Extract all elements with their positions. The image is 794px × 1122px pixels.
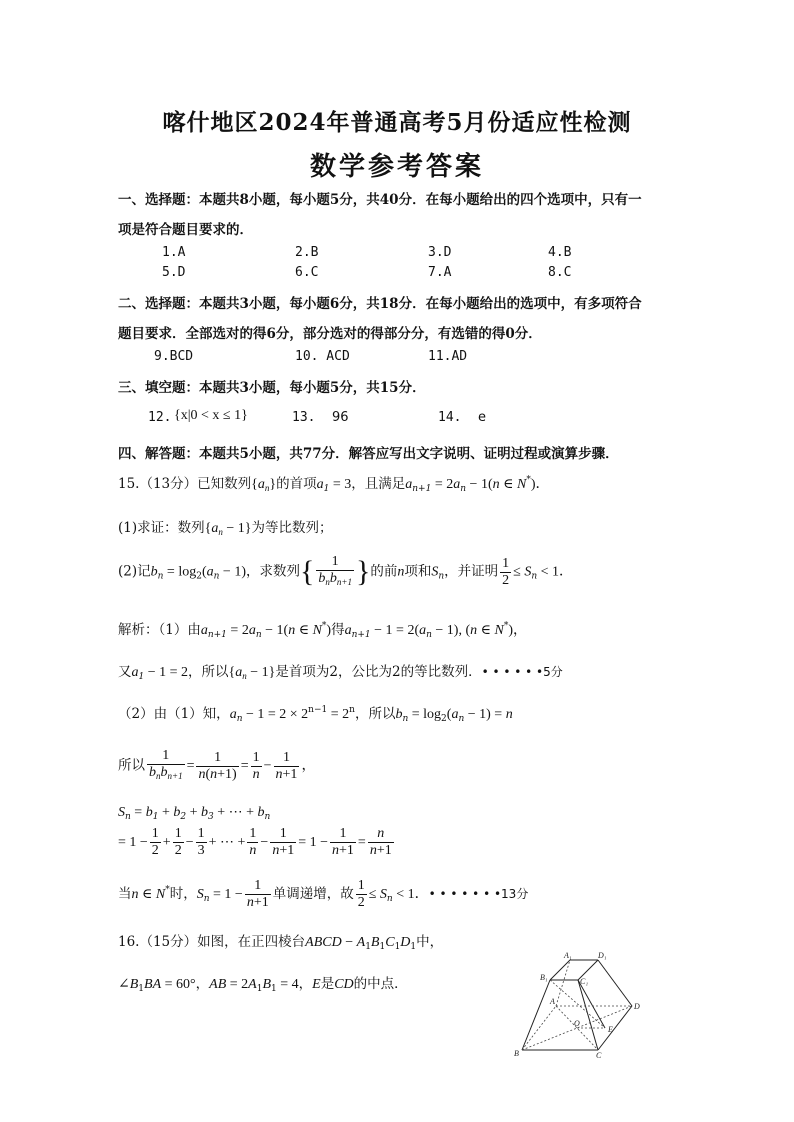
q15-solution-text-b: 得 [331,622,345,638]
answer-9: 9.BCD [154,349,194,364]
q16-cond-text-e: 是 [320,976,335,992]
q16-cond-text-b: ， [195,976,210,992]
section2-heading-line2: 题目要求．全部选对的得6分，部分选对的得部分分，有选错的得0分． [118,326,542,342]
q15-solution-line7: 当n ∈ N*时，$S_n = 1$ − $\frac{1}{n+1}$ 单调递增，故 $\frac{1}{2}$ ≤ $S_n < 1$．• • • • • • •13分 [118,878,529,910]
q15-solution3-text: （2）由（1）知， [118,706,230,722]
q16-intro-text: 16.（15分）如图，在正四棱台 [118,934,306,950]
q15-solution-line2: 又$a_1 - 1 = 2$，所以$\{a_n - 1\}$是首项为2，公比为2的等比数列．• • • • • •5分 [118,664,563,682]
q15-part2-text-d: 项和 [404,563,432,580]
q15-solution-line4: 所以 $\frac{1}{b_nb_{n+1}}$ = $\frac{1}{n(n+1)}$ = $\frac{1}{n}$ − $\frac{1}{n+1}$ ， [118,748,316,782]
q15-solution-label: 解析：（1）由 [118,622,201,638]
q15-part2-text-b: ，求数列 [245,563,300,580]
q15-intro-text: 15.（13分）已知数列 [118,476,252,492]
document-title: 喀什地区2024年普通高考5月份适应性检测 [162,109,632,136]
answer-6: 6.C [295,265,319,280]
fill-14-label: 14. [438,410,462,425]
q15-solution2-text: 又 [118,664,132,680]
answer-10: 10. ACD [295,349,350,364]
fig-label-o: O [574,1019,580,1028]
fill-12-answer: {x|0 < x ≤ 1} [174,408,248,423]
q16-cond-text-f: 的中点． [353,976,408,992]
q15-part2-text: (2)记 [118,563,151,580]
fig-label-b1: B₁ [540,973,548,982]
q15-statement: 15.（13分）已知数列$\{a_n\}$的首项$a_1 = 3$，且满足$a_{n+1} = 2a_n - 1(n$ ∈ N*)． [118,475,550,494]
fill-12-label: 12. [148,410,172,425]
fill-13-label: 13. [292,410,316,425]
answer-8: 8.C [548,265,572,280]
q16-intro-text-b: 中， [416,934,444,950]
fig-label-d1: D₁ [598,951,607,960]
q15-solution-line3: （2）由（1）知，$a_n - 1 = 2 \times 2^{n-1} = 2^n$，所以$b_n = \log_2(a_n - 1) = n$ [118,705,513,724]
fig-label-a: A [550,997,555,1006]
fig-label-d: D [634,1002,640,1011]
fig-label-c1: C₁ [580,977,589,986]
fill-14-answer: e [478,410,486,425]
q15-part2-text-c: 的前 [370,563,398,580]
answer-2: 2.B [295,245,319,260]
section3-heading: 三、填空题：本题共3小题，每小题5分，共15分． [118,380,426,396]
answer-3: 3.D [428,245,452,260]
q15-solution-line1: 解析：（1）由$a_{n+1} = 2a_n - 1(n$ ∈ N*)得$a_{n+1} - 1 = 2(a_n - 1)$, (n ∈ N*)， [118,621,528,640]
q15-solution3-text-b: ，所以 [354,706,396,722]
fig-label-b: B [514,1049,519,1058]
q15-intro-text-b: 的首项 [276,476,317,492]
q15-solution-line5: $S_n = b_1 + b_2 + b_3$ + ⋯ + $b_n$ [118,805,271,822]
section4-heading: 四、解答题：本题共5小题，共77分．解答应写出文字说明、证明过程或演算步骤． [118,446,619,462]
q16-cond-text-d: ， [298,976,313,992]
section2-heading-line1: 二、选择题：本题共3小题，每小题6分，共18分．在每小题给出的选项中，有多项符合 [118,296,642,312]
answer-5: 5.D [162,265,186,280]
q15-solution2-text-b: ，所以 [188,664,229,680]
q15-solution7-text-b: 时， [169,886,197,902]
q16-conditions: $\angle B_1BA = 60^\circ$，AB = $2A_1B_1 = 4$，E是CD的中点． [118,976,408,994]
q15-score-13: • • • • • • •13分 [428,887,529,901]
q15-part1: (1)求证：数列$\{a_n - 1\}$为等比数列； [118,520,333,537]
section1-heading-line2: 项是符合题目要求的． [118,222,253,238]
q15-solution7-text-c: 单调递增，故 [272,886,354,902]
q15-intro-text-c: ，且满足 [351,476,406,492]
answer-1: 1.A [162,245,186,260]
fig-label-e: E [608,1025,613,1034]
q15-part1-text-b: 为等比数列； [251,520,333,536]
q16-statement: 16.（15分）如图，在正四棱台ABCD − $A_1B_1C_1D_1$中， [118,934,444,952]
answer-11: 11.AD [428,349,468,364]
answer-7: 7.A [428,265,452,280]
fig-label-c: C [596,1051,602,1060]
q15-part1-text: (1)求证：数列 [118,520,205,536]
q15-solution-line6: = 1 − $\frac{1}{2}$ + $\frac{1}{2}$ − $\frac{1}{3}$ + ⋯ + $\frac{1}{n}$ − $\frac{1}{n+1}$ = 1 − $\frac{1}{n+1}$ = $\frac{n}{n+1}$ [118,826,392,858]
q15-part2-text-e: ，并证明 [444,563,499,580]
q15-part2: (2)记$b_n = \log_2(a_n - 1)$，求数列{ $\frac{1}{b_nb_{n+1}}$ }的前n项和$S_n$，并证明 $\frac{1}{2}$ ≤ $S_n < 1$． [118,554,574,588]
q15-solution7-text: 当 [118,886,132,902]
q15-solution2-text-c: 是首项为2，公比为2的等比数列． [275,664,482,680]
section1-heading-line1: 一、选择题：本题共8小题，每小题5分，共40分．在每小题给出的四个选项中，只有一 [118,192,642,208]
fill-13-answer: 96 [332,410,349,425]
q15-score-5: • • • • • •5分 [481,665,563,679]
answer-4: 4.B [548,245,572,260]
fig-label-a1: A₁ [564,951,572,960]
frustum-figure [510,950,650,1062]
q15-solution4-text: 所以 [118,757,145,774]
document-subtitle: 数学参考答案 [309,152,484,182]
